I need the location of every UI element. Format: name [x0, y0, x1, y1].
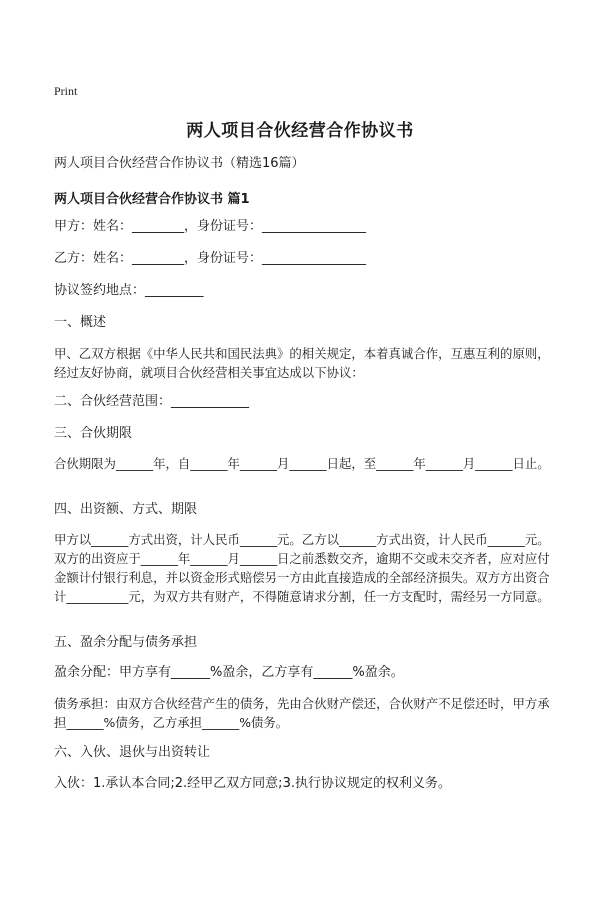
document-title: 两人项目合伙经营合作协议书 — [186, 121, 414, 141]
section-2-line: 二、合伙经营范围：____________ — [54, 394, 250, 409]
article-heading: 两人项目合伙经营合作协议书 篇1 — [54, 192, 250, 207]
section-1-title: 一、概述 — [54, 315, 107, 330]
document-subtitle: 两人项目合伙经营合作协议书（精选16篇） — [54, 156, 305, 171]
section-4-body: 甲方以______方式出资，计人民币______元。乙方以______方式出资，计人民币______元。双方的出资应于______年______月______日之前悉数交齐，逾期不交或未交齐者，应对应付金额计付银行利息，并以资金形式赔偿另一方由此直接造成的全部经济损失。双方方出资合计__________元，为双方共有财产，不得随意请求分割，任一方支配时，需经另一方同意。 — [54, 532, 550, 604]
section-1-body: 甲、乙双方根据《中华人民共和国民法典》的相关规定，本着真诚合作，互惠互利的原则，经过友好协商，就项目合伙经营相关事宜达成以下协议： — [54, 346, 550, 380]
section-3-title: 三、合伙期限 — [54, 426, 133, 441]
section-5-debt: 债务承担：由双方合伙经营产生的债务，先由合伙财产偿还，合伙财产不足偿还时，甲方承担______%债务，乙方承担______%债务。 — [54, 696, 550, 730]
print-label[interactable]: Print — [54, 84, 78, 98]
party-b-line: 乙方：姓名：________，身份证号：________________ — [54, 251, 367, 266]
section-5-profit: 盈余分配：甲方享有______%盈余，乙方享有______%盈余。 — [54, 665, 404, 680]
section-4-title: 四、出资额、方式、期限 — [54, 502, 198, 517]
section-5-title: 五、盈余分配与债务承担 — [54, 635, 198, 650]
sign-place-line: 协议签约地点：_________ — [54, 283, 204, 298]
party-a-line: 甲方：姓名：________，身份证号：________________ — [54, 219, 367, 234]
section-3-body: 合伙期限为______年，自______年______月______日起，至______年______月______日止。 — [54, 456, 550, 471]
section-6-title: 六、入伙、退伙与出资转让 — [54, 745, 211, 760]
section-6-body: 入伙：1.承认本合同;2.经甲乙双方同意;3.执行协议规定的权利义务。 — [54, 776, 451, 791]
